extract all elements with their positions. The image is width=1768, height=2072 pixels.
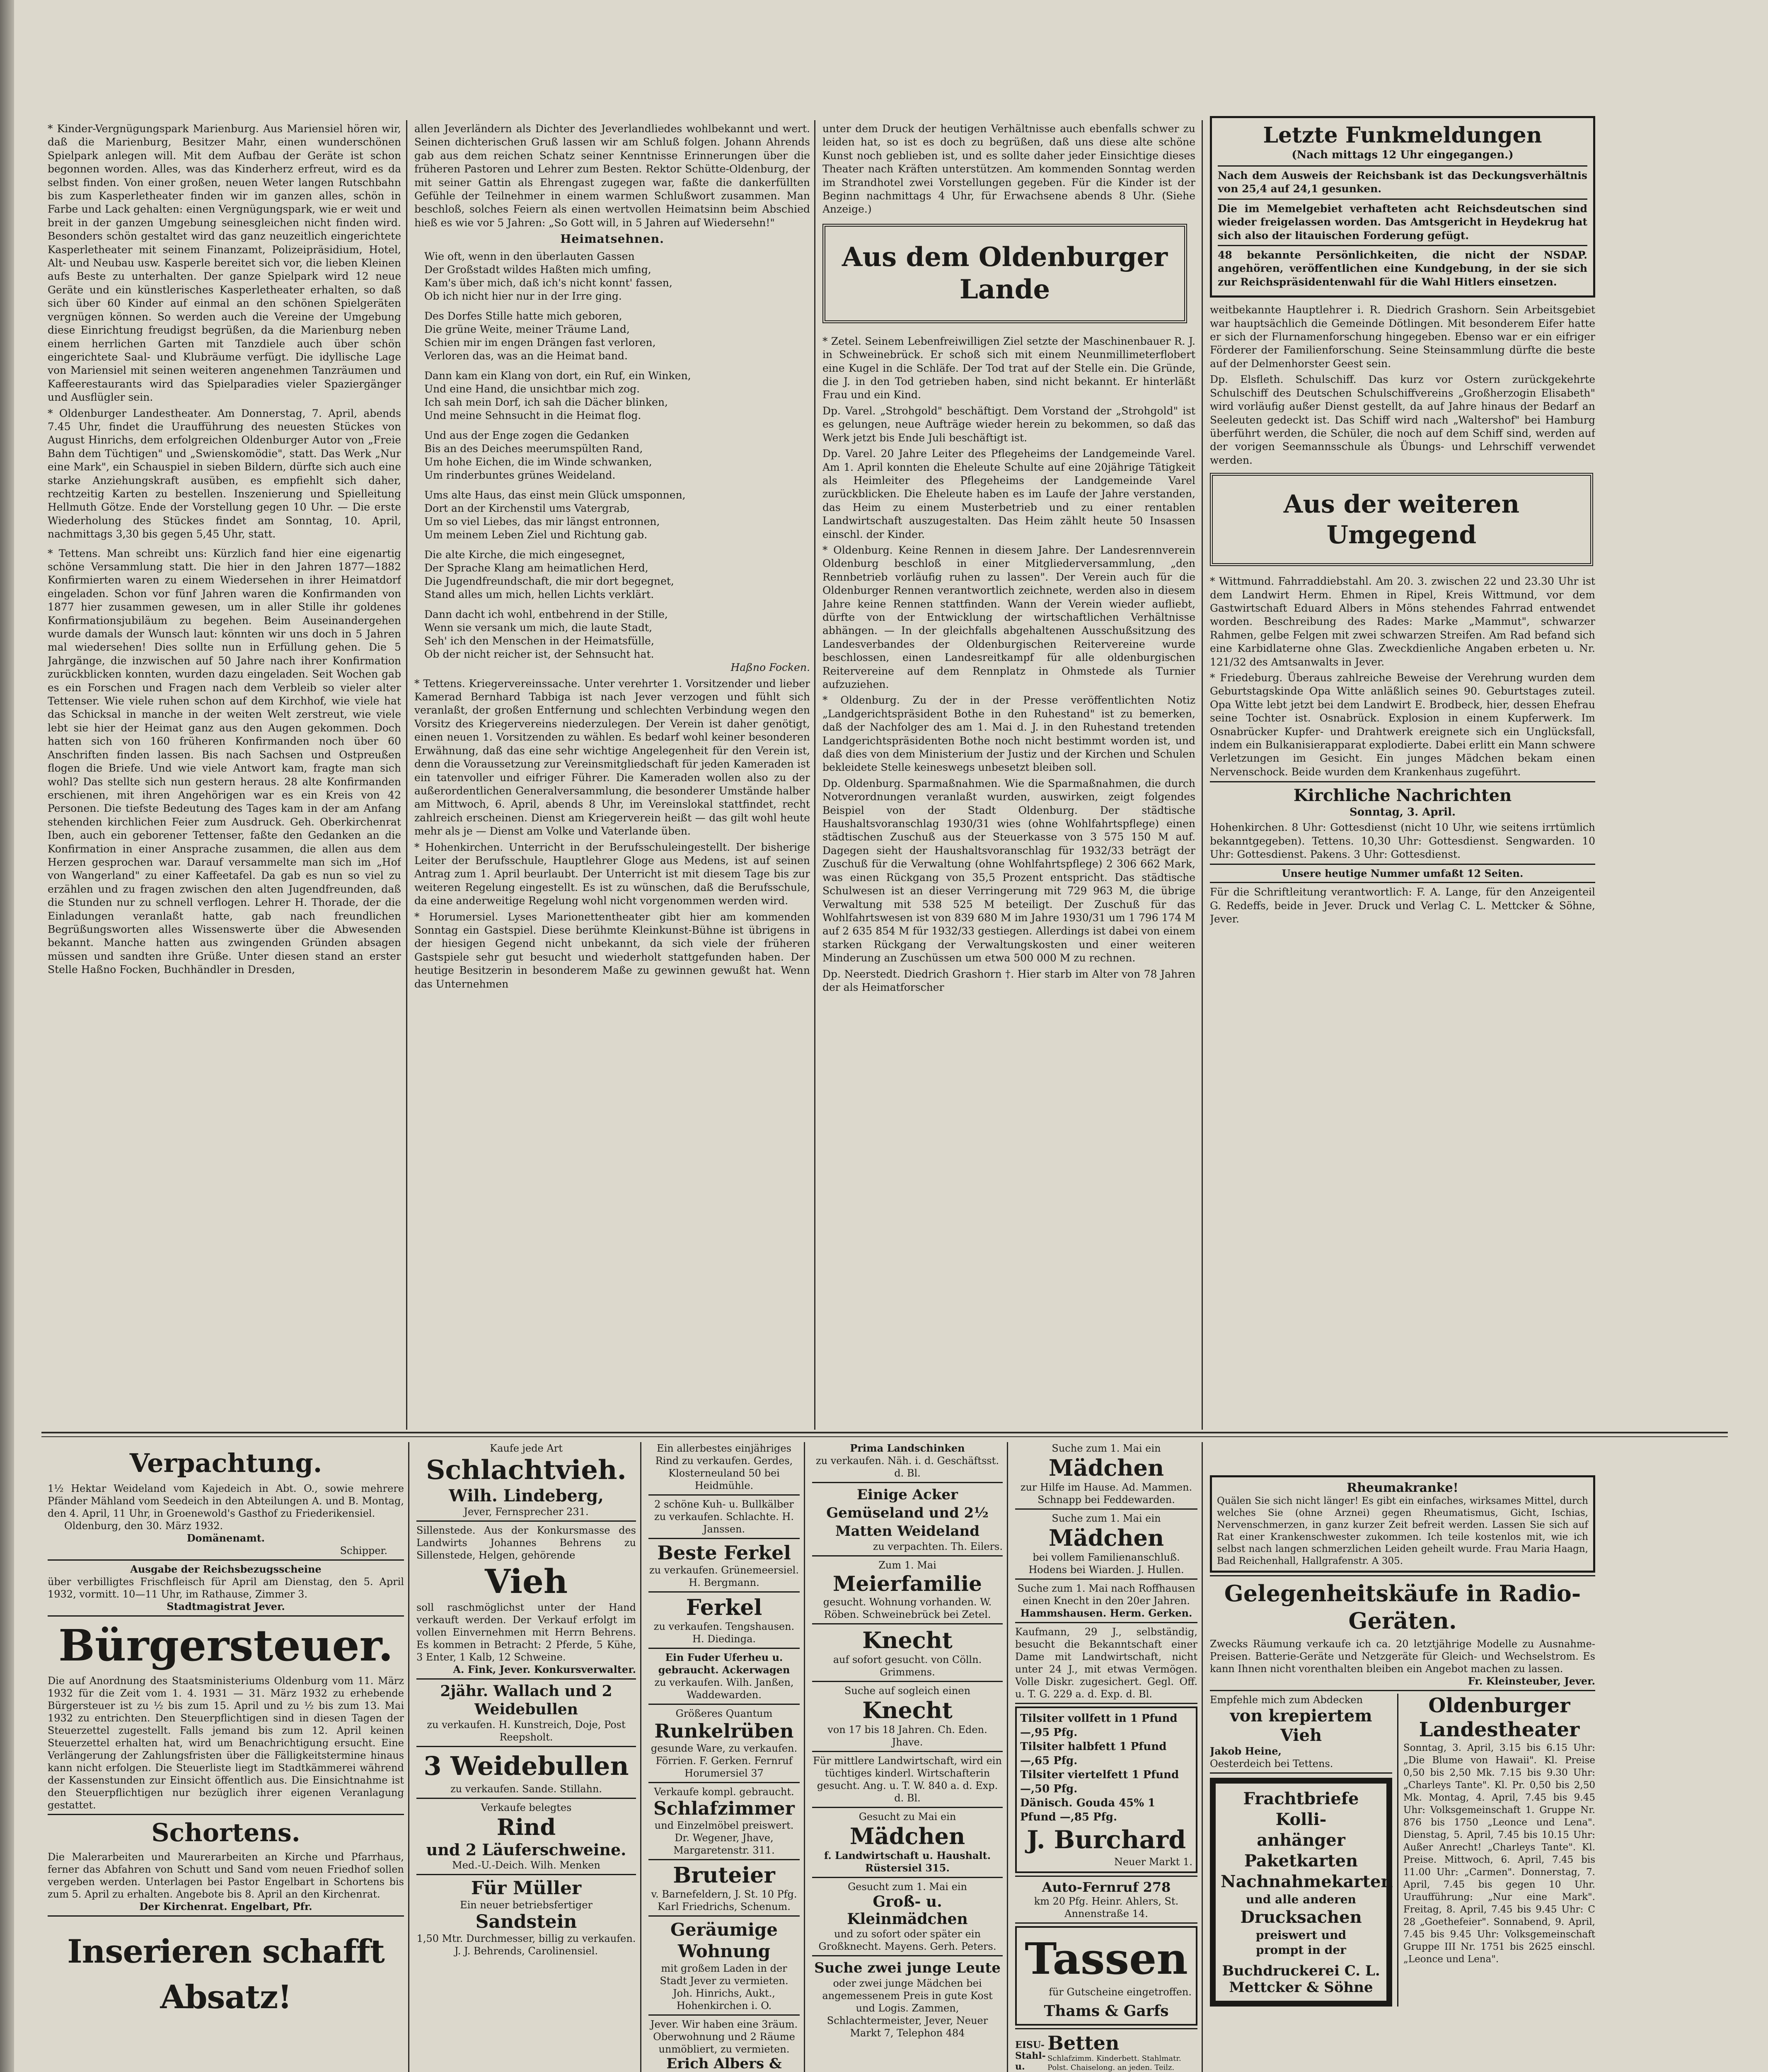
ad-column-c — [648, 1442, 800, 2072]
divider — [48, 1559, 404, 1561]
ad-oberwohnung-name: Erich Albers & — [666, 2055, 782, 2072]
article-kinderpark: * Kinder-Vergnügungspark Marienburg. Aus Mariensiel hören wir, daß die Marienburg, Besitzer Mahr, einen wunderschönen Spielpark anlegen will. Mit dem Aufbau der Geräte ist schon begonnen worden. Alles, was das Kinderherz erfreut, wird es da selbst finden. Von einer großen, neuen Weter langen Rutschbahn bis zum Kasperletheater finden wir im ganzen alles, schön in Farbe und Lack gehalten: einen Vergnügungspark, wie er weit und breit in der ganzen Umgebung seinesgleichen nicht finden wird. Besonders schön gestaltet wird das ganz neuzeitlich eingerichtete Kasperletheater mit seinem Finanzamt, Polizeipräsidium, Hotel, Alt- und Neubau usw. Kasperle bereitet sich vor, die lieben Kleinen aufs Beste zu unterhalten. Der ganze Spielpark wird 12 neue Geräte und ein künstlerisches Kasperletheater erhalten, so daß sich über 60 Kinder auf einmal an den schönen Spielgeräten vergnügen können. So werden auch die Vereine der Umgebung diese Einrichtung freudigst begrüßen, da die Marienburg neben einem herrlichen Garten mit Tanzdiele auch über schön eingerichtete Saal- und Klubräume verfügt. Die idyllische Lage von Mariensiel mit seinen weiteren angenehmen Tanzräumen und Kaffeerestaurants wird das Spielparadies vieler Spaziergänger und Ausflügler sein. — [48, 123, 401, 404]
notice-page-count: Unsere heutige Nummer umfaßt 12 Seiten. — [1282, 867, 1524, 880]
funk-news-reichsbank: Nach dem Ausweis der Reichsbank ist das Deckungsverhältnis von 25,4 auf 24,1 gesunken. — [1218, 169, 1587, 195]
article-varel-strohgold: Dp. Varel. „Strohgold" beschäftigt. Dem Vorstand der „Strohgold" ist es gelungen, neue Aufträge wieder herein zu bekommen, so daß das Werk jetzt bis Ende Juli beschäftigt ist. — [822, 404, 1195, 444]
ad-abdecken-pre: Empfehle mich zum Abdecken — [1210, 1694, 1363, 1706]
divider — [1210, 781, 1595, 782]
ad-ferkel-title: Ferkel — [686, 1595, 762, 1620]
column-4 — [1210, 116, 1595, 1428]
article-oldenburg-rennen: * Oldenburg. Keine Rennen in diesem Jahre. Der Landesrennverein Oldenburg beschloß in einer Mitgliederversammlung, „den Rennbetrieb vorläufig ruhen zu lassen". Der Verein auch für die Oldenburger Rennen verantwortlich zeichnete, werden also in diesem Jahre keine Rennen stattfinden. Wann der Verein wieder aufliebt, dürfte von der Entwicklung der wirtschaftlichen Verhältnisse abhängen. — In der gleichfalls abgehaltenen Ausschußsitzung des Landesverbandes der Oldenburgischen Reitervereine wurde beschlossen, einen Landesreitkampf für alle oldenburgischen Reitervereine auf dem Rennplatz in Ohmstede als Turnier aufzuziehen. — [822, 544, 1195, 690]
ad-tassen-title: Tassen — [1025, 1933, 1188, 1984]
poem-heimatsehnen — [414, 250, 810, 661]
ad-betten-left: EISU- Stahl- u. — [1015, 2040, 1046, 2072]
poem-line: Bis an des Deiches meerumspülten Rand, — [424, 443, 643, 455]
ad-knecht2-title: Knecht — [862, 1697, 953, 1723]
divider — [648, 1591, 800, 1593]
divider — [1015, 1922, 1197, 1924]
ad-mueller-name: Sandstein — [475, 1911, 577, 1932]
ad-auto-title: Auto-Fernruf 278 — [1042, 1879, 1171, 1895]
ad-schlachtvieh-name: Wilh. Lindeberg, — [449, 1486, 604, 1506]
ad-junge-leute-text: oder zwei junge Mädchen bei angemessenem Preis in gute Kost und Logis. Zammen, Schlachtermeister, Jever, Neuer Markt 7, Telephon 484 — [822, 1978, 993, 2039]
ad-mueller-title: Für Müller — [471, 1878, 582, 1899]
ad-drucksachen-line: anhänger — [1257, 1830, 1345, 1850]
ad-maedchen-hullen-pre: Suche zum 1. Mai ein — [1052, 1513, 1161, 1524]
divider — [1015, 1578, 1197, 1580]
divider — [812, 1555, 1003, 1556]
ad-grossmaedchen-title: Groß- u. Kleinmädchen — [847, 1893, 968, 1928]
ad-weidebullen-sub: zu verkaufen. Sande. Stillahn. — [450, 1783, 602, 1795]
funk-news-memel: Die im Memelgebiet verhafteten acht Reichsdeutschen sind wieder freigelassen worden. Das Amtsgericht in Heydekrug hat sich also der litauischen Forderung gefügt. — [1218, 202, 1587, 242]
poem-line: Die alte Kirche, die mich eingesegnet, — [424, 549, 625, 561]
ad-drucksachen-lines — [1221, 1789, 1393, 1958]
ad-lower-split — [1210, 1694, 1595, 2007]
ad-schlafzimmer-sub: und Einzelmöbel preiswert. Dr. Wegener, Jhave, Margaretenstr. 311. — [654, 1820, 794, 1856]
poem-line: Dann kam ein Klang von dort, ein Ruf, ein Winken, — [424, 370, 691, 382]
poem-line: Und meine Sehnsucht in die Heimat flog. — [424, 409, 641, 422]
ad-landestheater-title: Oldenburger Landestheater — [1419, 1694, 1580, 1741]
ad-grossmaedchen-sub: und zu sofort oder später ein Großknecht. Mayens. Gerh. Peters. — [818, 1928, 996, 1952]
heading-box-weitere-umgegend — [1210, 473, 1595, 568]
ad-schortens-title: Schortens. — [151, 1818, 300, 1847]
divider — [812, 1955, 1003, 1956]
ad-verpachtung-title: Verpachtung. — [129, 1448, 322, 1478]
ad-verpachtung-sign2: Schipper. — [340, 1545, 387, 1556]
poem-line: Die Jugendfreundschaft, die mir dort begegnet, — [424, 575, 674, 588]
ad-verpachtung-place: Oldenburg, den 30. März 1932. — [64, 1520, 223, 1532]
poem-line: Dann dacht ich wohl, entbehrend in der Stille, — [424, 608, 668, 621]
poem-line: Verloren das, was an die Heimat band. — [424, 350, 628, 362]
divider — [1210, 1772, 1392, 1774]
ad-bruteier-sub: v. Barnefeldern, J. St. 10 Pfg. Karl Friedrichs, Schenum. — [651, 1888, 797, 1912]
poem-line: Um meinem Leben Ziel und Richtung gab. — [424, 529, 648, 541]
funk-news-kundgebung: 48 bekannte Persönlichkeiten, die nicht der NSDAP. angehören, veröffentlichen eine Kundgebung, in der sie sich zur Reichspräsidentenwahl für die Wahl Hitlers einsetzen. — [1218, 249, 1587, 288]
ad-kaese-item: Tilsiter halbfett 1 Pfund —,65 Pfg. — [1020, 1740, 1167, 1767]
ad-kaese-item: Tilsiter vollfett in 1 Pfund —,95 Pfg. — [1020, 1712, 1178, 1739]
divider — [648, 1859, 800, 1860]
divider — [48, 1814, 404, 1815]
ad-knecht1-title: Knecht — [862, 1627, 953, 1653]
ad-reichsbezugsscheine-sign: Stadtmagistrat Jever. — [167, 1600, 285, 1612]
ad-schortens-text: Die Malerarbeiten und Maurerarbeiten an Kirche und Pfarrhaus, ferner das Abfahren von Schutt und Sand vom neuen Friedhof sollen vergeben werden. Unterlagen bei Pastor Engelbart in Schortens bis zum 5. April zu erhalten. Angebote bis 8. April an den Kirchenrat. — [48, 1851, 404, 1900]
column-2 — [414, 122, 810, 1428]
divider — [416, 1746, 636, 1747]
ad-mueller-text: Ein neuer betriebsfertiger — [460, 1899, 593, 1911]
column-rule — [1397, 1694, 1398, 2007]
ad-wallach-sub: zu verkaufen. H. Kunstreich, Doje, Post Reepsholt. — [427, 1719, 626, 1743]
ad-drucksachen-name: Buchdruckerei C. L. Mettcker & Söhne — [1222, 1963, 1380, 1996]
ad-kaese-list — [1020, 1711, 1192, 1824]
article-horumersiel-continued: unter dem Druck der heutigen Verhältnisse auch ebenfalls schwer zu leiden hat, so ist es doch zu begrüßen, daß uns diese alte schöne Kunst noch geblieben ist, und es sollte daher jeder Einsichtige dieses Theater nach Kräften unterstützen. Am kommenden Sonntag werden im Strandhotel zwei Vorstellungen gegeben. Für die Kinder ist der Beginn nachmittags 4 Uhr, für Erwachsene abends 8 Uhr. (Siehe Anzeige.) — [822, 123, 1195, 215]
divider — [1218, 198, 1587, 200]
ad-schlafzimmer-pre: Verkaufe kompl. gebraucht. — [654, 1786, 794, 1798]
divider — [1015, 1508, 1197, 1510]
ad-wohnung-sub: mit großem Laden in der Stadt Jever zu vermieten. Joh. Hinrichs, Aukt., Hohenkirchen i. O. — [660, 1963, 788, 2011]
poem-line: Seh' ich den Menschen in der Heimatsfülle, — [424, 635, 654, 647]
divider — [648, 1538, 800, 1539]
poem-line: Schien mir im engen Drängen fast verloren, — [424, 336, 656, 349]
divider — [648, 1704, 800, 1705]
ad-beste-ferkel-sub: zu verkaufen. Grünemeersiel. H. Bergmann. — [649, 1564, 799, 1588]
poem-line: Wenn sie versank um mich, die laute Stadt, — [424, 622, 653, 634]
funk-heading: Letzte Funkmeldungen — [1263, 123, 1542, 148]
poem-line: Dort an der Kirchenstil ums Vatergrab, — [424, 502, 630, 515]
column-3 — [822, 122, 1195, 1428]
divider — [648, 2014, 800, 2016]
ad-drucksachen-line: und alle anderen — [1246, 1893, 1356, 1906]
divider — [1218, 165, 1587, 167]
divider — [48, 1915, 404, 1917]
ad-schortens-sign: Der Kirchenrat. Engelbart, Pfr. — [139, 1900, 312, 1912]
ad-bruteier-title: Bruteier — [673, 1863, 775, 1888]
ad-vieh-sign: A. Fink, Jever. Konkursverwalter. — [453, 1663, 636, 1675]
ad-maedchen-mammen-title: Mädchen — [1048, 1455, 1164, 1481]
ad-vieh-text2: soll raschmöglichst unter der Hand verkauft werden. Der Verkauf erfolgt im vollen Einvernehmen mit Herrn Behrens. Es kommen in Betracht: 2 Pferde, 5 Kühe, 3 Enter, 1 Kalb, 12 Schweine. — [416, 1602, 636, 1663]
poem-stanza-gap — [414, 363, 810, 369]
poem-line: Um rinderbuntes grünes Weideland. — [424, 469, 616, 482]
ad-bekanntschaft: Kaufmann, 29 J., selbständig, besucht die Bekanntschaft einer Dame mit Landwirtschaft, nicht unter 24 J., mit etwas Vermögen. Volle Diskr. zugesichert. Gegl. Off. u. T. G. 229 a. d. Exp. d. Bl. — [1015, 1626, 1197, 1700]
box-letzte-funkmeldungen — [1210, 116, 1595, 298]
ad-column-e — [1015, 1442, 1197, 2072]
ad-drucksachen-line: Kolli- — [1275, 1810, 1327, 1829]
column-rule — [406, 120, 407, 1430]
divider — [648, 1782, 800, 1783]
ad-schlachtvieh-addr: Jever, Fernsprecher 231. — [464, 1506, 589, 1518]
ad-kaese-item: Dänisch. Gouda 45% 1 Pfund —,85 Pfg. — [1020, 1797, 1156, 1823]
ad-drucksachen-line: preiswert und — [1255, 1928, 1347, 1942]
ad-radio-title: Gelegenheitskäufe in Radio-Geräten. — [1224, 1580, 1581, 1634]
poem-line: Der Sprache Klang am heimatlichen Herd, — [424, 562, 648, 574]
article-tettens-continued: allen Jeverländern als Dichter des Jeverlandliedes wohlbekannt und wert. Seinen dichterischen Gruß lassen wir am Schluß folgen. Johann Ahrends gab aus dem reichen Schatz seiner Kenntnisse Erinnerungen über die früheren Pastoren und Lehrer zum Besten. Rektor Schütte-Oldenburg, der mit seiner Gattin als Ehrengast zugegen war, faßte die dankerfüllten Gefühle der Teilnehmer in einem warmen Schlußwort zusammen. Man beschloß, solches Feiern als einen wertvollen Heimatsinn beim Abschied hieß es wie vor 5 Jahren: „So Gott will, in 5 Jahren auf Wiedersehn!" — [414, 123, 810, 229]
ad-abdecken-sub: Oesterdeich bei Tettens. — [1210, 1758, 1333, 1769]
column-rule — [804, 1442, 805, 2072]
divider — [1015, 1622, 1197, 1623]
divider — [812, 1751, 1003, 1752]
ad-tassen-name: Thams & Garfs — [1044, 2002, 1169, 2020]
article-grashorn-continued: weitbekannte Hauptlehrer i. R. Diedrich Grashorn. Sein Arbeitsgebiet war hauptsächlich die Gemeinde Dötlingen. Mit besonderem Eifer hatte er sich der Flurnamenforschung hingegeben. Ebenso war er ein eifriger Förderer der Familienforschung. Seine Steinsammlung dürfte die beste auf der Delmenhorster Geest sein. — [1210, 304, 1595, 370]
ad-runkelrueben-title: Runkelrüben — [654, 1720, 794, 1742]
divider — [1015, 2028, 1197, 2029]
column-rule — [640, 1442, 641, 2072]
article-tettens-konfirmation: * Tettens. Man schreibt uns: Kürzlich fand hier eine eigenartig schöne Versammlung statt. Die hier in den Jahren 1877—1882 Konfirmierten waren zu einem Wiedersehen in ihrer Heimatdorf eingeladen. Schon vor fünf Jahren waren die Konfirmanden von 1877 hier zusammen gewesen, um in aller Stille ihr goldenes Konfirmationsjubiläum zu begehen. Beim Auseinandergehen wurde damals der Wunsch laut: könnten wir uns doch in 5 Jahren mal wiedersehen! Dies sollte nun in Erfüllung gehen. Die 5 Jahrgänge, die inzwischen auf 50 Jahre nach ihrer Konfirmation zurückblicken konnten, wurden dazu eingeladen. Seit Wochen gab es ein Forschen und Fragen nach dem Verbleib so vieler alter Tettenser. Wie viele ruhen schon auf dem Kirchhof, wie viele hat das Schicksal in manche in der weiten Welt zerstreut, wie viele lebt sie hier der Heimat ganz aus den Augen gekommen. Doch hatten sich von 160 früheren Konfirmanden noch über 60 Anschriften finden lassen. Bis nach Sachsen und Ostpreußen flogen die Briefe. Und wie viele Antwort kam, fragte man sich wohl? Das stellte sich nun gestern heraus. 28 alte Konfirmanden erschienen, mit ihren Angehörigen war es ein Kreis von 42 Personen. Die tiefste Bedeutung des Tages kam in der am Anfang stehenden kirchlichen Feier zum Ausdruck. Geh. Oberkirchenrat Iben, auch ein geborener Tettenser, faßte den Gedanken an die Konfirmation in einer Ansprache zusammen, die allen aus dem Herzen gesprochen war. Darauf versammelte man sich im „Hof von Wangerland" zu einer Kaffeetafel. Da gab es nun so viel zu erzählen und zu fragen zwischen den alten Jugendfreunden, daß die Stunden nur zu schnell verflogen. Lehrer H. Thorade, der die Einladungen veranlaßt hatte, gab nach freundlichen Begrüßungsworten alles Wissenswerte über die Abwesenden bekannt. Manche hatten aus zwingenden Gründen absagen müssen und sandten ihre Grüße. Unter diesen stand an erster Stelle Haßno Focken, Buchhändler in Dresden, — [48, 547, 401, 976]
ad-reichsbezugsscheine-text: über verbilligtes Frischfleisch für April am Dienstag, den 5. April 1932, vormitt. 10—11 Uhr, im Rathause, Zimmer 3. — [48, 1576, 404, 1600]
ad-vieh-title: Vieh — [484, 1562, 568, 1601]
poem-line: Die grüne Weite, meiner Träume Land, — [424, 323, 630, 336]
article-zetel: * Zetel. Seinem Lebenfreiwilligen Ziel setzte der Maschinenbauer R. J. in Schweinebrück. Er schoß sich mit einem Neunmillimeterflobert eine Kugel in die Schläfe. Der Tod trat auf der Stelle ein. Die Gründe, die J. in den Tod getrieben haben, sind nicht bekannt. Er hinterläßt Frau und ein Kind. — [822, 335, 1195, 401]
church-date: Sonntag, 3. April. — [1349, 806, 1456, 819]
ad-buergersteuer-text: Die auf Anordnung des Staatsministeriums Oldenburg vom 11. März 1932 für die Zeit vom 1. 4. 1931 — 31. März 1932 zu erhebende Bürgersteuer ist zu ½ bis zum 15. April und zu ½ bis zum 13. Mai 1932 zu entrichten. Den Steuerpflichtigen sind in diesen Tagen der Steuerzettel zugestellt. Falls jemand bis zum 12. April keinen Steuerzettel erhalten hat, wird um Benachrichtigung ersucht. Eine Verlängerung der Zahlungsfristen über die Fälligkeitstermine hinaus kann nicht erfolgen. Die Steuerliste liegt im Stadtkämmerei während der Kassenstunden zur Einsicht öffentlich aus. Die Einsichtnahme ist den Steuerpflichtigen nur bezüglich ihrer eigenen Veranlagung gestattet. — [48, 1675, 404, 1811]
article-kriegerverein: * Tettens. Kriegervereinssache. Unter verehrter 1. Vorsitzender und lieber Kamerad Bernhard Tabbiga ist nach Jever verzogen und fühlt sich veranlaßt, der großen Entfernung und schlechten Verbindung wegen den Vorsitz des Kriegervereins niederzulegen. Der Verein ist daher genötigt, einen neuen 1. Vorsitzenden zu wählen. Es bedarf wohl keiner besonderen Erwähnung, daß das eine sehr wichtige Angelegenheit für den Verein ist, denn die Voraussetzung zur Vereinsmitgliedschaft für jeden Kameraden ist ein tatenvoller und eifriger Führer. Die Kameraden wollen also zu der außerordentlichen Generalversammlung, die besonderer Umstände halber am Mittwoch, 6. April, abends 8 Uhr, im Vereinslokal stattfindet, recht zahlreich erscheinen. Dienst am Kriegerverein heißt — das gilt wohl heute mehr als je — Dienst am Volke und Vaterlande üben. — [414, 677, 810, 838]
poem-title: Heimatsehnen. — [560, 232, 664, 246]
column-rule — [1007, 1442, 1008, 2072]
ad-ferkel-sub: zu verkaufen. Tengshausen. H. Diedinga. — [653, 1621, 795, 1645]
divider — [48, 1615, 404, 1617]
ad-abdecken-title: von krepiertem Vieh — [1230, 1706, 1372, 1745]
column-rule — [814, 120, 815, 1430]
ad-abdecken-name: Jakob Heine, — [1210, 1745, 1282, 1757]
ad-drucksachen-line: Frachtbriefe — [1243, 1789, 1359, 1808]
ad-grossmaedchen-pre: Gesucht zum 1. Mai ein — [848, 1881, 967, 1893]
ad-weidebullen-title: 3 Weidebullen — [423, 1751, 629, 1781]
ad-oberwohnung-text: Jever. Wir haben eine 3räum. Oberwohnung und 2 Räume unmöbliert, zu vermieten. — [650, 2019, 798, 2055]
divider — [416, 1798, 636, 1799]
poem-line: Um so viel Liebes, das mir längst entronnen, — [424, 516, 660, 528]
article-oldenburg-landgericht: * Oldenburg. Zu der in der Presse veröffentlichten Notiz „Landgerichtspräsident Bothe in den Ruhestand" ist zu bemerken, daß der Nachfolger des am 1. Mai d. J. in den Ruhestand tretenden Landgerichtspräsidenten Bothe noch nicht bestimmt worden ist, und daß dies von dem Ministerium der Justiz und der Kirchen und Schulen bekleidete Stelle keineswegs unbesetzt bleiben soll. — [822, 694, 1195, 774]
ad-rheuma-box — [1210, 1475, 1595, 1573]
ad-maedchen-mammen-pre: Suche zum 1. Mai ein — [1052, 1443, 1161, 1454]
ad-buergersteuer-title: Bürgersteuer. — [58, 1620, 393, 1671]
ad-knecht2-sub: von 17 bis 18 Jahren. Ch. Eden. Jhave. — [827, 1724, 987, 1748]
ad-tassen-sub: für Gutscheine eingetroffen. — [1049, 1986, 1192, 1998]
article-varel-pflegeheim: Dp. Varel. 20 Jahre Leiter des Pflegeheims der Landgemeinde Varel. Am 1. April konnten die Eheleute Schulte auf eine 20jährige Tätigkeit als Heimleiter des Pflegeheims der Landgemeinde Varel zurückblicken. Die Eheleute haben es im Laufe der Jahre verstanden, das Heim zu einem Musterbetrieb und zu einer rentablen Landwirtschaft auszugestalten. Das Heim zählt heute 50 Insassen einschl. der Kinder. — [822, 448, 1195, 540]
column-rule — [408, 1442, 409, 2072]
ad-rind-title: Rind — [496, 1814, 556, 1840]
divider — [812, 1623, 1003, 1624]
ad-beste-ferkel-title: Beste Ferkel — [657, 1542, 791, 1564]
poem-author: Haßno Focken. — [730, 661, 810, 674]
poem-stanza-gap — [414, 601, 810, 608]
ad-column-b — [416, 1442, 636, 2072]
poem-line: Und eine Hand, die unsichtbar mich zog. — [424, 383, 640, 395]
article-landestheater: * Oldenburger Landestheater. Am Donnerstag, 7. April, abends 7.45 Uhr, findet die Uraufführung des neuesten Stückes von August Hinrichs, dem erfolgreichen Oldenburger Autor von „Freie Bahn dem Tüchtigen" und „Swienskomödie", statt. Das Werk „Nur eine Mark", ein Schauspiel in sieben Bildern, dürfte sich auch eine starke Anziehungskraft ausüben, es empfiehlt sich daher, rechtzeitig Karten zu bestellen. Inszenierung und Spielleitung Hellmuth Götze. Ende der Vorstellung gegen 10 Uhr. — Die erste Wiederholung des Stückes findet am Sonntag, 10. April, nachmittags 3,30 bis gegen 5,45 Uhr, statt. — [48, 407, 401, 540]
divider — [812, 1807, 1003, 1808]
poem-line: Ich sah mein Dorf, ich sah die Dächer blinken, — [424, 396, 668, 409]
poem-line: Ob der nicht reicher ist, der Sehnsucht hat. — [424, 648, 654, 661]
ad-uferheu-title: Ein Fuder Uferheu u. gebraucht. Ackerwagen — [658, 1651, 790, 1676]
poem-stanza-gap — [414, 542, 810, 548]
ad-meierfamilie-pre: Zum 1. Mai — [878, 1559, 936, 1571]
ad-drucksachen-line: prompt in der — [1256, 1943, 1346, 1957]
ad-wirtschafterin: Für mittlere Landwirtschaft, wird ein tüchtiges kinderl. Wirtschafterin gesucht. Ang. u. T. W. 840 a. d. Exp. d. Bl. — [813, 1755, 1002, 1804]
poem-line: Der Großstadt wildes Haßten mich umfing, — [424, 264, 651, 276]
ad-lower-right — [1403, 1694, 1595, 2007]
ad-junge-leute-title: Suche zwei junge Leute — [814, 1960, 1001, 1976]
divider — [812, 1681, 1003, 1682]
ad-uferheu-sub: zu verkaufen. Wilh. Janßen, Waddewarden. — [654, 1677, 794, 1701]
ad-drucksachen-box — [1210, 1778, 1392, 2007]
poem-line: Ob ich nicht hier nur in der Irre ging. — [424, 290, 622, 303]
ad-drucksachen-line: Drucksachen — [1240, 1907, 1362, 1927]
divider — [1210, 1575, 1595, 1576]
ad-meierfamilie-title: Meierfamilie — [833, 1571, 982, 1596]
heading-box-oldenburger-lande — [822, 224, 1195, 327]
section-divider — [41, 1436, 1728, 1437]
ad-rind-text: und 2 Läuferschweine. — [426, 1840, 626, 1859]
article-hohenkirchen: * Hohenkirchen. Unterricht in der Berufsschuleingestellt. Der bisherige Leiter der Berufsschule, Hauptlehrer Gloge aus Medens, ist auf seinen Antrag zum 1. April beurlaubt. Der Unterricht ist mit diesem Tage bis zur weiteren Regelung eingestellt. Es ist zu wünschen, daß die Berufsschule, da eine anderweitige Regelung wohl nicht vorgenommen werden wird. — [414, 841, 810, 907]
poem-line: Des Dorfes Stille hatte mich geboren, — [424, 310, 622, 322]
divider — [416, 1520, 636, 1522]
article-elsfleth: Dp. Elsfleth. Schulschiff. Das kurz vor Ostern zurückgekehrte Schulschiff des Deutschen Schulschiffvereins „Großherzogin Elisabeth" wird vorläufig außer Dienst gestellt, da auf Jahre hinaus der Bedarf an Seeleuten gedeckt ist. Das Schiff wird nach „Waltershof" bei Hamburg überführt werden, die Schüler, die noch auf dem Schiff sind, werden auf der vorigen Seemannsschule als Übungs- und Lehrschiff verwendet werden. — [1210, 373, 1595, 466]
column-rule — [1202, 1442, 1203, 2072]
ad-betten — [1015, 2032, 1197, 2072]
ad-maedchen-hullen-sub: bei vollem Familienanschluß. Hodens bei Wiarden. J. Hullen. — [1028, 1552, 1184, 1576]
ad-knecht2-text: Suche auf sogleich einen — [844, 1685, 971, 1697]
divider — [1218, 245, 1587, 246]
ad-auto-sub: km 20 Pfg. Heinr. Ahlers, St. Annenstraße 14. — [1034, 1895, 1179, 1920]
poem-line: Ums alte Haus, das einst mein Glück umsponnen, — [424, 489, 686, 501]
divider — [648, 1648, 800, 1649]
ad-wohnung-title: Geräumige Wohnung — [670, 1920, 778, 1961]
ad-tassen-box — [1015, 1926, 1197, 2026]
divider — [812, 1482, 1003, 1483]
divider — [1015, 1876, 1197, 1877]
ad-rind-pre: Verkaufe belegtes — [481, 1802, 572, 1813]
divider — [1210, 1690, 1595, 1691]
poem-line: Stand alles um mich, hellen Lichts verklärt. — [424, 588, 654, 601]
section-heading: Aus dem Oldenburger Lande — [822, 224, 1187, 323]
church-services: Hohenkirchen. 8 Uhr: Gottesdienst (nicht 10 Uhr, wie seitens irrtümlich bekanntgegeben). Tettens. 10,30 Uhr: Gottesdienst. Sengwarden. 10 Uhr: Gottesdienst. Pakens. 3 Uhr: Gottesdienst. — [1210, 821, 1595, 861]
poem-stanza-gap — [414, 482, 810, 489]
ad-column-d — [812, 1442, 1003, 2072]
divider — [416, 1678, 636, 1680]
ad-maedchen-title: Mädchen — [849, 1823, 965, 1849]
imprint: Für die Schriftleitung verantwortlich: F. A. Lange, für den Anzeigenteil G. Redeffs, beide in Jever. Druck und Verlag C. L. Mettcker & Söhne, Jever. — [1210, 886, 1595, 925]
ad-kaese-addr: Neuer Markt 1. — [1114, 1856, 1192, 1868]
ad-kaese-name: J. Burchard — [1026, 1825, 1186, 1854]
ad-column-a — [48, 1442, 404, 2072]
ad-kaese-box — [1015, 1706, 1197, 1873]
ad-betten-sub: Schlafzimm. Kinderbett. Stahlmatr. Polst. Chaiselong. an jeden. Teilz. — [1047, 2054, 1181, 2072]
ad-radio-text: Zwecks Räumung verkaufe ich ca. 20 letztjährige Modelle zu Ausnahme-Preisen. Batterie-Geräte und Netzgeräte für Gleich- und Wechselstrom. Es kann Ihnen nicht vorenthalten bleiben ein Angebot machen zu lassen. — [1210, 1638, 1595, 1675]
ad-radio-name: Fr. Kleinsteuber, Jever. — [1468, 1675, 1595, 1687]
article-neerstedt: Dp. Neerstedt. Diedrich Grashorn †. Hier starb im Alter von 78 Jahren der als Heimatforscher — [822, 968, 1195, 993]
page-binding-shadow — [0, 0, 14, 2072]
ad-maedchen-mammen-sub: zur Hilfe im Hause. Ad. Mammen. Schnapp bei Feddewarden. — [1020, 1481, 1192, 1506]
slogan-inserieren: Inserieren schafft Absatz! — [67, 1933, 385, 2016]
funk-subheading: (Nach mittags 12 Uhr eingegangen.) — [1292, 149, 1514, 161]
ad-rheuma-text: Quälen Sie sich nicht länger! Es gibt ein einfaches, wirksames Mittel, durch welches Sie (ohne Arznei) gegen Rheumatismus, Gicht, Ischias, Nervenschmerzen, in ganz kurzer Zeit befreit werden. Lassen Sie sich auf Rat einer Krankenschwester zukommen. Ich teile kostenlos mit, wie ich selbst nach langen schmerzlichen Leiden geheilt wurde. Frau Maria Haagn, Bad Reichenhall, Hallgrafenstr. A 305. — [1217, 1496, 1588, 1566]
divider — [1015, 1703, 1197, 1704]
ad-mueller-sub: 1,50 Mtr. Durchmesser, billig zu verkaufen. J. J. Behrends, Carolinensiel. — [416, 1933, 636, 1957]
article-wittmund: * Wittmund. Fahrraddiebstahl. Am 20. 3. zwischen 22 und 23.30 Uhr ist dem Landwirt Herm. Ehmen in Ripel, Kreis Wittmund, vor dem Gastwirtschaft Eduard Albers in Möns stehendes Fahrrad entwendet worden. Beschreibung des Rades: Marke „Mammut", schwarzer Rahmen, gelbe Felgen mit zwei schwarzen Streifen. Am Rad befand sich eine Karbidlaterne ohne Glas. Zweckdienliche Angaben erbeten u. Nr. 121/32 des Amtsanwalts in Jever. — [1210, 575, 1595, 668]
ad-meierfamilie-sub: gesucht. Wohnung vorhanden. W. Röben. Schweinebrück bei Zetel. — [823, 1596, 992, 1620]
ad-schlachtvieh-pre: Kaufe jede Art — [490, 1443, 563, 1454]
ad-maedchen-hullen-title: Mädchen — [1048, 1525, 1164, 1551]
ad-rind-sub: Med.-U.-Deich. Wilh. Menken — [452, 1859, 600, 1871]
poem-line: Und aus der Enge zogen die Gedanken — [424, 429, 629, 442]
ad-schlafzimmer-title: Schlafzimmer — [653, 1798, 795, 1819]
ad-maedchen-pre: Gesucht zu Mai ein — [859, 1811, 956, 1823]
ad-reichsbezugsscheine-title: Ausgabe der Reichsbezugsscheine — [130, 1563, 322, 1575]
ad-column-f — [1210, 1475, 1595, 2072]
church-heading: Kirchliche Nachrichten — [1293, 786, 1512, 806]
section-divider — [41, 1432, 1728, 1433]
ad-runkelrueben-sub: gesunde Ware, zu verkaufen. Förrien. F. Gerken. Fernruf Horumersiel 37 — [651, 1743, 798, 1779]
article-oldenburg-sparmassnahmen: Dp. Oldenburg. Sparmaßnahmen. Wie die Sparmaßnahmen, die durch Notverordnungen veranlaßt wurden, auswirken, zeigt folgendes Beispiel von der Stadt Oldenburg. Der städtische Haushaltsvoranschlag 1930/31 wies (ohne Wohlfahrtspflege) einen städtischen Zuschuß aus der Steuerkasse von 3 575 150 M auf. Dagegen sieht der Haushaltsvoranschlag für 1932/33 beträgt der Zuschuß für die Verwaltung (ohne Wohlfahrtspflege) 2 306 662 Mark, was einen Rückgang von 35,5 Prozent entspricht. Das städtische Schulwesen ist an dieser Verringerung mit 729 963 M, die übrige Verwaltung mit 538 525 M beteiligt. Der Zuschuß für das Wohlfahrtswesen ist von 839 680 M im Jahre 1930/31 um 1 796 174 M auf 2 635 854 M für 1932/33 gestiegen. Allerdings ist dabei von einem starken Rückgang der Verwaltungskosten und einer weiteren Minderung an Zuschüssen um etwa 500 000 M zu rechnen. — [822, 777, 1195, 964]
article-horumersiel: * Horumersiel. Lyses Marionettentheater gibt hier am kommenden Sonntag ein Gastspiel. Diese berühmte Kleinkunst-Bühne ist übrigens in der hiesigen Gegend nicht unbekannt, da sich viele der früheren Gastspiele sehr gut besucht und wiederholt stattgefunden haben. Der heutige Besitzerin in besonderem Maße zu gewinnen gewußt hat. Wenn das Unternehmen — [414, 910, 810, 990]
article-friedeburg-osnabrueck: * Friedeburg. Überaus zahlreiche Beweise der Verehrung wurden dem Geburtstagskinde Opa Witte anläßlich seines 90. Geburtstages zuteil. Opa Witte lebt jetzt bei dem Landwirt E. Brodbeck, hier, dessen Ehefrau seine Tochter ist. Osnabrück. Explosion in einem Kupferwerk. Im Osnabrücker Kupfer- und Drahtwerk ereignete sich ein Unglücksfall, indem ein Bulkanisierapparat explodierte. Dabei erlitt ein Mann schwere Verletzungen im Gesicht. Ein junges Mädchen bekam einen Nervenschock. Beide wurden dem Krankenhaus zugeführt. — [1210, 671, 1595, 778]
divider — [416, 1874, 636, 1875]
ad-lower-left — [1210, 1694, 1392, 2007]
ad-wallach-title: 2jähr. Wallach und 2 Weidebullen — [440, 1682, 612, 1718]
ad-maedchen-sub: f. Landwirtschaft u. Haushalt. Rüstersiel 315. — [824, 1849, 991, 1874]
ad-gemueseland-title: Einige Acker Gemüseland und 2½ Matten Weideland — [826, 1486, 989, 1539]
ad-verpachtung-text: 1½ Hektar Weideland vom Kajedeich in Abt. O., sowie mehrere Pfänder Mähland vom Seedeich in den Abteilungen A. und B. Montag, den 4. April, 11 Uhr, in Groenewold's Gasthof zu Friederikensiel. — [48, 1483, 404, 1519]
poem-line: Wie oft, wenn in den überlauten Gassen — [424, 250, 635, 263]
divider — [648, 1915, 800, 1917]
ad-verpachtung-sign1: Domänenamt. — [186, 1532, 265, 1544]
ad-landschinken-title: Prima Landschinken — [850, 1442, 965, 1454]
ad-kaese-item: Tilsiter viertelfett 1 Pfund —,50 Pfg. — [1020, 1769, 1179, 1795]
divider — [812, 1877, 1003, 1878]
ad-knecht1-sub: auf sofort gesucht. von Cölln. Grimmens. — [833, 1654, 982, 1678]
divider — [1210, 882, 1595, 883]
ad-gemueseland-sub: zu verpachten. Th. Eilers. — [873, 1541, 1003, 1552]
ad-landschinken-sub: zu verkaufen. Näh. i. d. Geschäftsst. d. Bl. — [816, 1455, 999, 1479]
ad-rind-gerdes: Ein allerbestes einjähriges Rind zu verkaufen. Gerdes, Klosterneuland 50 bei Heidmühle. — [655, 1443, 793, 1491]
ad-vieh-text: Sillenstede. Aus der Konkursmasse des Landwirts Johannes Behrens zu Sillenstede, Helgen, gehörende — [416, 1525, 636, 1561]
ad-landestheater-text: Sonntag, 3. April, 3.15 bis 6.15 Uhr: „Die Blume von Hawaii". Kl. Preise 0,50 bis 2,50 Mk. 7.15 bis 9.30 Uhr: „Charleys Tante". Kl. Pr. 0,50 bis 2,50 Mk. Montag, 4. April, 7.45 bis 9.45 Uhr: Volksgemeinschaft 1. Gruppe Nr. 876 bis 1750 „Leonce und Lena". Dienstag, 5. April, 7.45 bis 10.15 Uhr: Außer Anrecht! „Charleys Tante". Kl. Preise. Mittwoch, 6. April, 7.45 bis 11.00 Uhr: „Carmen". Donnerstag, 7. April, 7.45 bis gegen 10 Uhr. Uraufführung: „Nur eine Mark". Freitag, 8. April, 7.45 bis 9.45 Uhr: C 28 „Goethefeier". Sonnabend, 9. April, 7.45 bis 9.45 Uhr: Volksgemeinschaft Gruppe III Nr. 1751 bis 2625 einschl. „Leonce und Lena". — [1403, 1743, 1595, 1965]
poem-stanza-gap — [414, 303, 810, 310]
divider — [1210, 864, 1595, 865]
ad-kaelber: 2 schöne Kuh- u. Bullkälber zu verkaufen. Schlachte. H. Janssen. — [654, 1498, 794, 1535]
ad-rheuma-title: Rheumakranke! — [1347, 1481, 1458, 1495]
poem-stanza-gap — [414, 422, 810, 429]
ad-drucksachen-line: Paketkarten — [1244, 1851, 1358, 1871]
column-1 — [48, 122, 401, 1428]
poem-line: Um hohe Eichen, die im Winde schwanken, — [424, 456, 652, 468]
ad-runkelrueben-pre: Größeres Quantum — [675, 1708, 773, 1719]
ad-knecht-gerken-text: Suche zum 1. Mai nach Roffhausen einen Knecht in den 20er Jahren. — [1017, 1583, 1195, 1607]
column-rule — [1202, 120, 1203, 1430]
ad-betten-title: Betten — [1047, 2032, 1120, 2054]
divider — [648, 1494, 800, 1496]
ad-schlachtvieh-title: Schlachtvieh. — [426, 1455, 626, 1486]
section-heading: Aus der weiteren Umgegend — [1210, 473, 1593, 566]
poem-line: Kam's über mich, daß ich's nicht konnt' fassen, — [424, 277, 672, 289]
ad-knecht-gerken-sub: Hammshausen. Herm. Gerken. — [1020, 1607, 1192, 1619]
ad-drucksachen-line: Nachnahmekarten — [1221, 1872, 1393, 1891]
